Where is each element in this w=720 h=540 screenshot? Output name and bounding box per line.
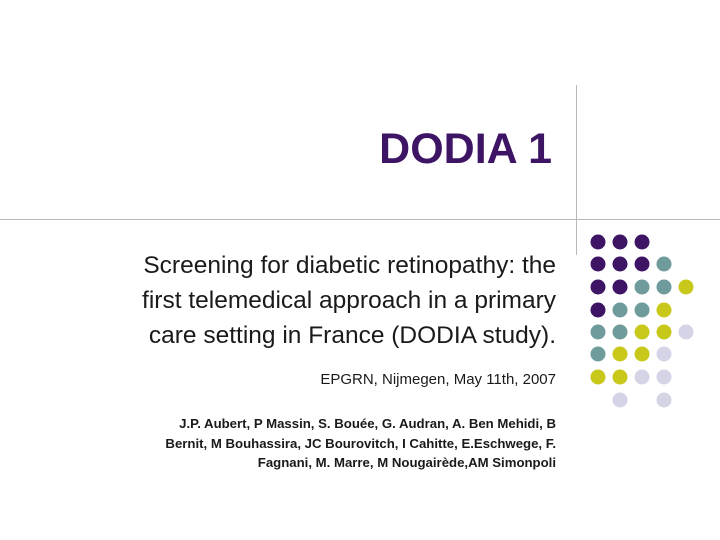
decorative-dot — [613, 235, 628, 250]
decorative-dot — [635, 280, 650, 295]
decorative-dot — [657, 370, 672, 385]
decorative-dot — [635, 235, 650, 250]
decorative-dot — [591, 325, 606, 340]
decorative-dot — [679, 280, 694, 295]
author-list — [36, 414, 556, 473]
author-line: Bernit, M Bouhassira, JC Bourovitch, I Cahitte, E.Eschwege, F. — [165, 435, 556, 451]
decorative-dot — [591, 235, 606, 250]
subtitle-line: first telemedical approach in a primary — [142, 287, 556, 314]
decorative-dot — [657, 347, 672, 362]
slide-subtitle — [36, 248, 556, 353]
decorative-dot — [613, 325, 628, 340]
author-line: Fagnani, M. Marre, M Nougairède,AM Simonpoli — [257, 455, 556, 470]
decorative-dot — [657, 280, 672, 295]
decorative-dot — [613, 393, 628, 408]
author-line: J.P. Aubert, P Massin, S. Bouée, G. Audran, A. Ben Mehidi, B — [179, 416, 556, 431]
decorative-dot — [635, 303, 650, 318]
decorative-dot — [657, 393, 672, 408]
subtitle-line: care setting in France (DODIA study). — [148, 322, 556, 349]
horizontal-divider — [0, 219, 720, 220]
decorative-dot — [613, 303, 628, 318]
decorative-dot — [657, 257, 672, 272]
conference-info: EPGRN, Nijmegen, May 11th, 2007 — [320, 371, 556, 388]
decorative-dot — [591, 280, 606, 295]
decorative-dot — [591, 347, 606, 362]
subtitle-line: Screening for diabetic retinopathy: the — [143, 252, 556, 279]
decorative-dot — [635, 325, 650, 340]
decorative-dot — [657, 303, 672, 318]
decorative-dot — [591, 303, 606, 318]
slide-title: DODIA 1 — [379, 125, 552, 173]
decorative-dot — [635, 347, 650, 362]
decorative-dot — [679, 325, 694, 340]
decorative-dot — [591, 257, 606, 272]
decorative-dot — [657, 325, 672, 340]
decorative-dot — [613, 280, 628, 295]
decorative-dot — [591, 370, 606, 385]
decorative-dot — [613, 370, 628, 385]
decorative-dot — [635, 370, 650, 385]
vertical-divider — [576, 85, 577, 255]
decorative-dot — [613, 257, 628, 272]
decorative-dot — [613, 347, 628, 362]
decorative-dot — [635, 257, 650, 272]
